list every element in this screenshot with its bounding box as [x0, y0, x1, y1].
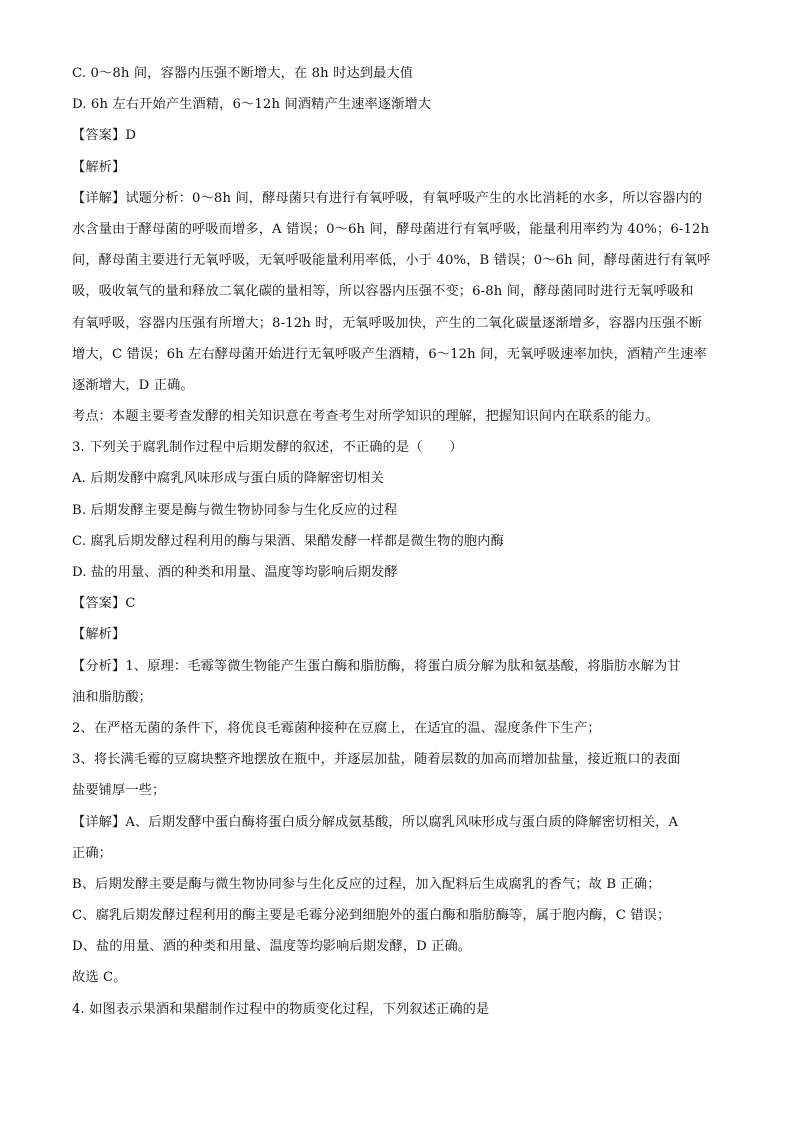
answer-q3: 【答案】C [72, 596, 136, 612]
exam-point-q2: 考点：本题主要考查发酵的相关知识意在考查考生对所学知识的理解，把握知识间内在联系的能力。 [72, 409, 659, 425]
analysis-q3-line-3: 2、在严格无菌的条件下，将优良毛霉菌种接种在豆腐上，在适宜的温、湿度条件下生产； [72, 720, 601, 736]
analysis-q3-line-1: 【分析】1、原理：毛霉等微生物能产生蛋白酶和脂肪酶，将蛋白质分解为肽和氨基酸，将脂肪水解为甘 [72, 658, 681, 674]
conclusion-q3: 故选 C。 [72, 970, 127, 986]
analysis-q3-line-4: 3、将长满毛霉的豆腐块整齐地摆放在瓶中，并逐层加盐，随着层数的加高而增加盐量，接近瓶口的表面 [72, 752, 681, 768]
explanation-q2-line-3: 间，酵母菌主要进行无氧呼吸，无氧呼吸能量利用率低，小于 40%，B 错误；0～6h 间，酵母菌进行有氧呼 [72, 253, 711, 269]
option-d-q2: D. 6h 左右开始产生酒精，6～12h 间酒精产生速率逐渐增大 [72, 97, 432, 113]
answer-q2: 【答案】D [72, 128, 137, 144]
analysis-heading-q2: 【解析】 [72, 159, 126, 175]
explanation-q2-line-6: 增大，C 错误；6h 左右酵母菌开始进行无氧呼吸产生酒精，6～12h 间，无氧呼吸速率加快，酒精产生速率 [72, 346, 707, 362]
analysis-heading-q3: 【解析】 [72, 627, 126, 643]
option-d-q3: D. 盐的用量、酒的种类和用量、温度等均影响后期发酵 [72, 565, 398, 580]
explanation-q2-line-2: 水含量由于酵母菌的呼吸而增多，A 错误；0～6h 间，酵母菌进行有氧呼吸，能量利用率约为 40%；6-12h [72, 221, 710, 237]
option-c-q3: C. 腐乳后期发酵过程利用的酶与果酒、果醋发酵一样都是微生物的胞内酶 [72, 533, 504, 549]
detail-q3-line-4: C、腐乳后期发酵过程利用的酶主要是毛霉分泌到细胞外的蛋白酶和脂肪酶等，属于胞内酶，C 错误； [72, 908, 671, 924]
explanation-q2-line-4: 吸，吸收氧气的量和释放二氧化碳的量相等，所以容器内压强不变；6-8h 间，酵母菌同时进行无氧呼吸和 [72, 284, 694, 300]
explanation-q2-line-7: 逐渐增大，D 正确。 [72, 377, 194, 393]
detail-q3-line-3: B、后期发酵主要是酶与微生物协同参与生化反应的过程，加入配料后生成腐乳的香气；故 B 正确； [72, 876, 661, 892]
detail-q3-line-2: 正确； [72, 845, 113, 861]
option-a-q3: A. 后期发酵中腐乳风味形成与蛋白质的降解密切相关 [72, 471, 384, 487]
option-b-q3: B. 后期发酵主要是酶与微生物协同参与生化反应的过程 [72, 502, 398, 518]
analysis-q3-line-2: 油和脂肪酸； [72, 689, 153, 705]
document-page [72, 58, 732, 1025]
explanation-q2-line-5: 有氧呼吸，容器内压强有所增大；8-12h 时，无氧呼吸加快，产生的二氧化碳量逐渐增多，容器内压强不断 [72, 315, 703, 331]
analysis-q3-line-5: 盐要铺厚一些； [72, 783, 166, 799]
question-3-stem: 3. 下列关于腐乳制作过程中后期发酵的叙述，不正确的是（ ） [72, 440, 463, 456]
detail-q3-line-5: D、盐的用量、酒的种类和用量、温度等均影响后期发酵，D 正确。 [72, 939, 472, 955]
explanation-q2-line-1: 【详解】试题分析：0～8h 间，酵母菌只有进行有氧呼吸，有氧呼吸产生的水比消耗的水多，所以容器内的 [72, 190, 703, 206]
question-4-stem: 4. 如图表示果酒和果醋制作过程中的物质变化过程，下列叙述正确的是 [72, 1001, 490, 1017]
detail-q3-line-1: 【详解】A、后期发酵中蛋白酶将蛋白质分解成氨基酸，所以腐乳风味形成与蛋白质的降解密切相关，A [72, 814, 679, 830]
option-c-q2: C. 0～8h 间，容器内压强不断增大，在 8h 时达到最大值 [72, 66, 414, 81]
